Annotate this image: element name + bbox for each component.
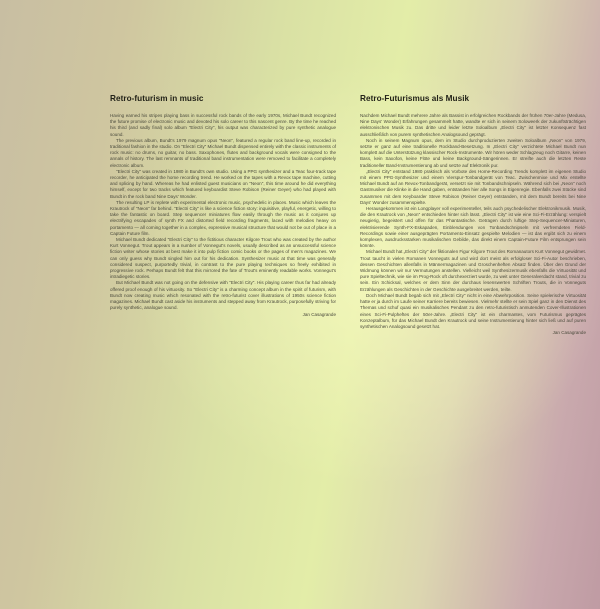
german-paragraph-2: Noch in seinem Magnum opus, dem im Studio durchproduzierten zweiten Soloalbum „Neon" von 1979, setzte er ganz auf eine traditionelle Rockband-Besetzung. In „Electri City" verzichtete Michael Bundt nun komplett auf die Unterstützung klassischer Rock-Instrumente. Wir hören weder Schlagzeug noch Gitarre, keinen Bass, kein Saxofon, keine Flöte und keine Background-Sängerinnen. Er streifte auch die letzten Reste traditioneller Band-Instrumentierung ab und setzte auf Elektronik pur. bbox=[360, 137, 586, 168]
english-paragraph-2: The previous album, Bundt's 1979 magnum opus "Neon", featured a regular rock band line-up, recorded in traditional fashion in the studio. On "Electri City" Michael Bundt dispensed entirely with the classic instruments of rock music: no drums, no guitar, no bass. Saxophones, flutes and background vocals were consigned to the annals of history. The last remnants of traditional band instrumentation were removed to facilitate a completely electronic album. bbox=[110, 137, 336, 168]
english-title: Retro-futurism in music bbox=[110, 94, 204, 103]
english-paragraph-1: Having earned his stripes playing bass in successful rock bands of the early 1970s, Michael Bundt recognized the future promise of electronic music and devoted his solo career to this nascent genre. By the time he reached his third (and sadly final) solo album "Electri City", his output was characterized by pure synthetic analogue sound. bbox=[110, 113, 336, 137]
german-paragraph-3: „Electri City" entstand 1980 praktisch als Vorbote des Home-Recording Trends komplett im eigenen Studio mit einem PPG-Synthesizer und einem Vierspur-Tonbandgerät von Teac. Zwischenmixe und Mix erstellte Michael Bundt auf an Revox-Tonbandgerät, versetzt sie mit Tonbandschnipseln. Während sich bei „Neon" noch Gastmusiker die Klinke in die Hand gaben, entstanden hier alle Songs in Eigenregie. Ebenfalls zwei Stücke sind zusammen mit dem Keyboarder Steve Robison (Reiner Geyer) entstanden, mit dem Bundt bereits bei Nine Days' Wonder zusammenspielte. bbox=[360, 168, 586, 205]
german-title: Retro-Futurismus als Musik bbox=[360, 94, 470, 103]
german-paragraph-1: Nachdem Michael Bundt mehrere Jahre als Bassist in erfolgreichen Rockbands der frühen 70er-Jahre (Medusa, Nine Days' Wonder) Erfahrungen gesammelt hatte, wandte er sich in seinem Soloweerk der zukunftsträchtigen elektronischen Musik zu. Das dritte und leider letzte Soloalbum „Electri City" ist letzter Konsequenz fast ausschließlich von purem synthetischen Analogsound geprägt. bbox=[360, 113, 586, 137]
english-author-credit: Jan Casagrande bbox=[302, 311, 336, 317]
german-paragraph-4: Herausgekommen ist ein Longplayer voll experimenteller, teils auch psychedelischer Elektronikmusik. Musik, die den Krautrock von „Neon" entschieden hinter sich lässt. „Electri City" ist wie eine Sci-Fi-Erzählung: verspielt neugierig, begeistert und offen für das Phantastische. Getragen durch luftige Step-Sequencer-Miniaturen, elektrisierende Synth-FX-Eskapaden, Einblendungen von Tonbandschnipseln mit verfremdeten Field-Recordings sowie einer ausgeprägten Portamento-Einsatz gespielte Melodien — ist das ergibt sich zu einem komplexen, ausdrucksstarken musikalischen Gebilde, das direkt einem Captain-Future Film entsprungen sein könnte. bbox=[360, 206, 586, 249]
english-paragraph-6: But Michael Bundt was not going on the defensive with "Electri City". His playing career thus far had already offered proof enough of his virtuosity. So "Electri City" is a charming concept album in the spirit of futurism, with Bundt now creating music which resonated with the retro-futurist cover illustrations of 1950s science fiction magazines. Michael Bundt cast aside his instruments and stepped away from Krautrock, purposefully striving for purely synthetic, analogue sound. bbox=[110, 280, 336, 311]
english-paragraph-5: Michael Bundt dedicated "Electri City" to the fictitious character Kilgore Trout who was created by the author Kurt Vonnegut. Trout appears in a number of Vonnegut's novels, usually described as an unsuccessful science fiction writer whose stories at best make it into pulp fiction comic books or the pages of men's magazines. We can only guess why Bundt singled him out for his dedication. Synthesizer music at that time was generally considered suspect, purportedly trivial, in contrast to the pure playing techniques so freely exhibited in progressive rock. Perhaps Bundt felt that this mirrored the fate of Trout's eminently readable works. Vonnegut's intradiegetic stories. bbox=[110, 237, 336, 280]
german-author-credit: Jan Casagrande bbox=[552, 330, 586, 336]
german-paragraph-6: Doch Michael Bundt begab sich mit „Electri City" nicht in eine Abwehrposition. Seine spielerische Virtuosität hatte er ja durch im Laufe seiner Karriere bereits bewiesen. Vielmehr stellte er sein Spiel ganz in den Dienst des Themas und schuf quasi ein musikalisches Pendant zu den retro-futuristisch anmutenden Cover-Illustrationen eines Sci-Fi-Pulpheftes der 50er-Jahre. „Electri City" ist ein charmantes, vom Futurismus geprägtes Konzeptalbum, für das Michael Bundt den Krautrock und seine Instrumentierung hinter sich ließ und auf puren synthetischen Analogsound gesetzt hat. bbox=[360, 292, 586, 329]
english-paragraph-3: "Electri City" was created in 1980 in Bundt's own studio. Using a PPG synthesizer and a Teac four-track tape recorder, he anticipated the home recording trend. He worked on the tapes with a Revox tape machine, cutting and splicing by hand. Whereas he had enlisted guest musicians on "Neon", this time around he did everything himself, except for two tracks which featured keyboardist Steve Robison (Reiner Geyer) who had played with Bundt in the rock band Nine Days' Wonder. bbox=[110, 168, 336, 199]
english-paragraph-4: The resulting LP is replete with experimental electronic music, psychedelic in places. Music which leaves the Krautrock of "Neon" far behind. "Electri City" is like a science fiction story: inquisitive, playful, energetic, willing to take the fantastic on board. Step sequencer miniatures flow easily through the music as it conjures up electrifying escapades of synth FX and distorted field recording fragments, laced with melodies heavy on portamento — all coming together in a complex, expressive musical structure that would not be out of place in a Captain Future film. bbox=[110, 199, 336, 236]
german-column bbox=[360, 94, 586, 336]
german-paragraph-5: Michael Bundt hat „Electri City" der fiktionalen Figur Kilgore Trout des Romanautors Kurt Vonnegut gewidmet. Trout taucht in vielen Romanen Vonneguts auf und wird dort meist als erfolgloser Sci-Fi-Autor beschrieben, dessen Geschichten allenfalls in Männermagazinen und Groschenheften Absatz finden. Über den Grund der Widmung können wir nur Vermutungen anstellen. Vielleicht weil Synthesizermusik ebenfalls die Virtuosität und pure Spieltechnik, wie sie im Prog-Rock oft durchexerziert wurde, zu weit unter Generalverdacht stand, trivial zu sein. Ein Schicksal, welches er dem Sinn der durchaus lesenswerten Schriften Trouts, die in Vonneguts Erzählungen als Geschichten in der Geschichte ausgebreitet werden, teilte. bbox=[360, 249, 586, 292]
english-column bbox=[110, 94, 336, 318]
